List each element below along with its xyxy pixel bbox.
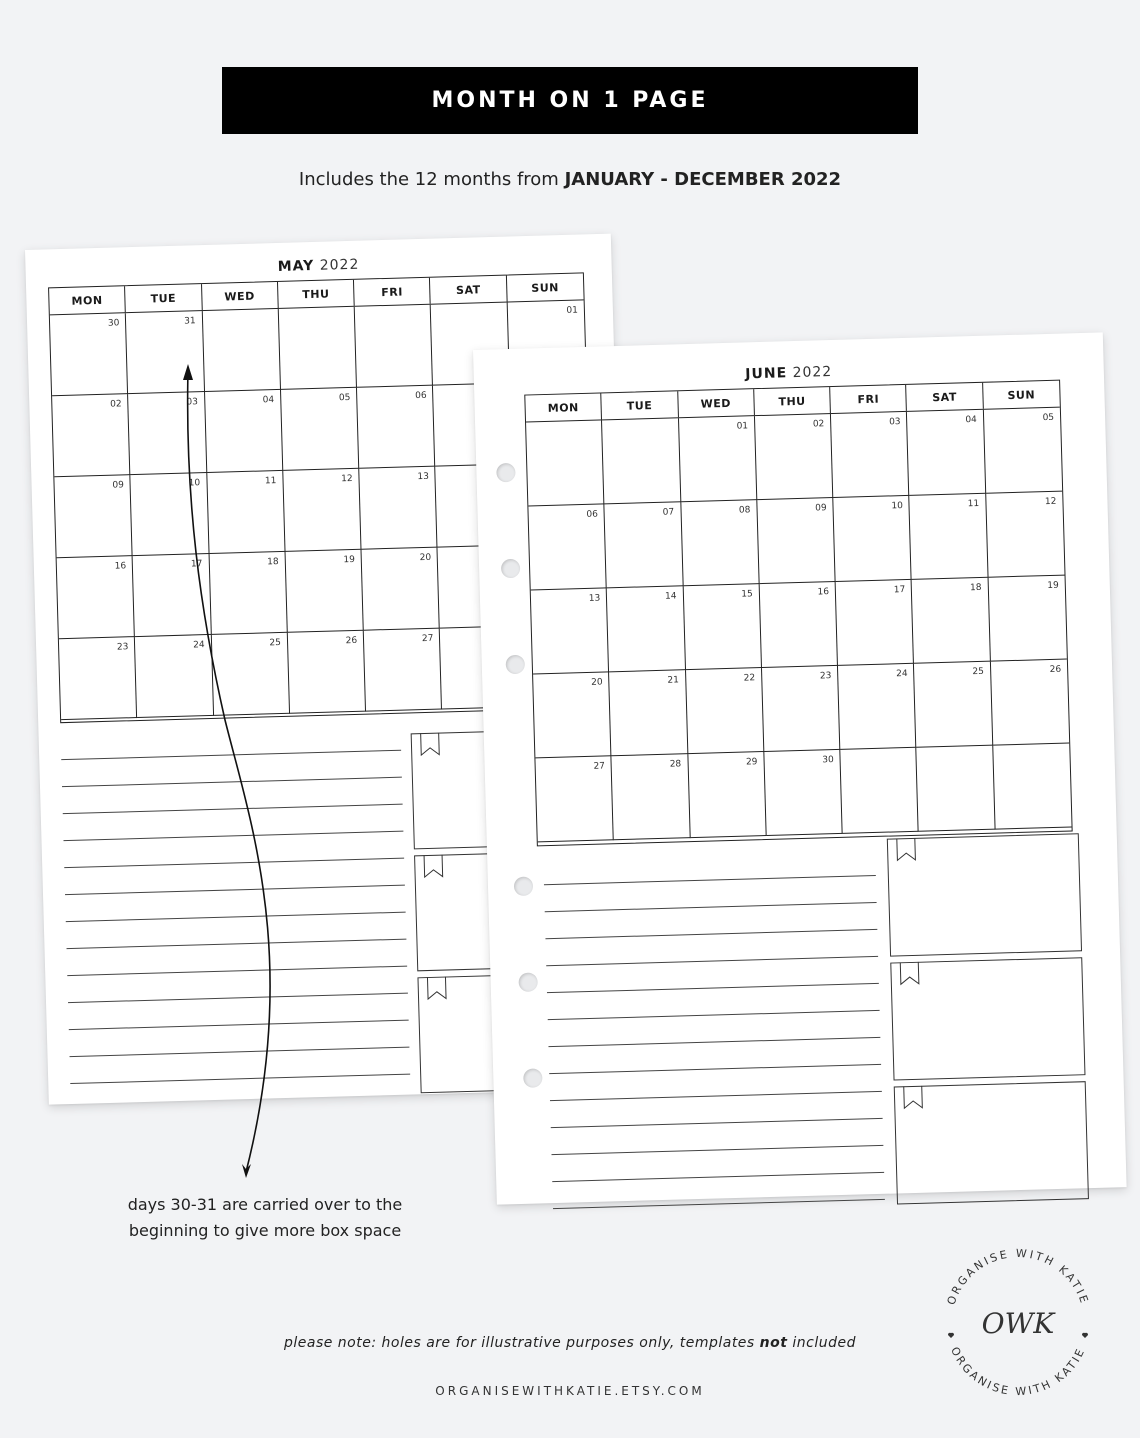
day-number: 04: [965, 414, 977, 426]
day-cell: [986, 492, 1065, 578]
day-cell: [207, 471, 286, 554]
may-notes-lines: [61, 724, 411, 1084]
day-cell: [755, 414, 834, 500]
june-note-box-1: [887, 833, 1082, 956]
day-cell: [762, 666, 841, 752]
day-number: 04: [262, 395, 275, 406]
heart-icon: [948, 1333, 954, 1338]
bookmark-icon: [426, 977, 447, 1002]
may-year: 2022: [319, 256, 360, 274]
day-number: 17: [893, 585, 906, 596]
bookmark-icon: [903, 1086, 924, 1111]
day-cell: [683, 584, 762, 670]
day-number: 09: [815, 503, 827, 514]
day-number: 26: [1049, 664, 1062, 676]
day-cell: [362, 548, 441, 631]
day-number: 29: [745, 757, 758, 768]
day-cell: [281, 388, 360, 471]
day-cell: [836, 580, 915, 666]
day-cell: [831, 412, 910, 498]
note-before: please note: holes are for illustrative purposes only, templates: [283, 1335, 760, 1351]
day-cell: [279, 307, 358, 390]
day-cell: [988, 576, 1067, 662]
day-cell: [359, 467, 438, 550]
day-number: 02: [812, 419, 825, 430]
day-number: 27: [421, 633, 434, 645]
day-number: 23: [116, 642, 129, 653]
day-number: 24: [193, 640, 205, 651]
note-after: included: [787, 1335, 857, 1351]
day-cell: [531, 588, 610, 674]
day-number: 13: [588, 593, 601, 604]
weekday-header-fri: FRI: [354, 278, 431, 306]
subtitle: [0, 169, 1140, 190]
svg-text:ORGANISE WITH KATIE: [948, 1345, 1088, 1398]
day-cell: [131, 473, 210, 556]
binder-hole: [514, 877, 534, 897]
day-number: 03: [889, 417, 901, 428]
june-note-box-2: [890, 957, 1085, 1080]
day-cell: [288, 631, 367, 714]
weekday-header-thu: THU: [278, 280, 355, 308]
day-number: 18: [267, 557, 279, 568]
may-month-name: MAY: [277, 257, 315, 275]
day-number: 11: [967, 498, 980, 510]
day-number: 15: [741, 589, 753, 600]
logo-ring-bottom: ORGANISE WITH KATIE: [948, 1344, 1088, 1399]
day-cell: [681, 500, 760, 586]
day-cell: [528, 504, 607, 590]
day-number: 21: [667, 675, 680, 686]
day-cell: [910, 494, 989, 580]
day-number: 02: [110, 399, 122, 410]
bookmark-icon: [423, 855, 444, 880]
bookmark-icon: [899, 962, 920, 987]
title-banner: [222, 67, 918, 134]
logo-ring-top: ORGANISE WITH KATIE: [944, 1246, 1092, 1307]
june-year: 2022: [792, 363, 833, 382]
day-number: 05: [338, 392, 351, 404]
binder-hole: [523, 1068, 543, 1088]
day-cell: [535, 756, 614, 842]
day-number: 13: [417, 471, 430, 483]
day-cell: [914, 662, 993, 748]
day-number: 01: [736, 421, 749, 432]
day-number: 12: [1044, 496, 1057, 508]
june-notes-lines: [543, 849, 885, 1209]
day-cell: [688, 752, 767, 838]
day-cell: [679, 416, 758, 502]
caption-line-2: beginning to give more box space: [128, 1221, 402, 1240]
day-cell: [59, 637, 138, 720]
day-number: 11: [264, 476, 277, 487]
binder-hole: [506, 655, 526, 675]
june-month-name: JUNE: [745, 365, 788, 383]
day-cell: [52, 394, 131, 477]
day-number: 20: [591, 677, 603, 688]
day-cell: [912, 578, 991, 664]
day-cell: [757, 498, 836, 584]
weekday-header-tue: TUE: [602, 391, 679, 419]
day-cell: [984, 408, 1063, 494]
day-cell: [840, 748, 919, 834]
day-cell: [133, 554, 212, 637]
june-planner-page: [473, 332, 1127, 1204]
day-cell: [993, 744, 1072, 830]
weekday-header-sat: SAT: [430, 276, 507, 304]
day-number: 01: [566, 305, 579, 316]
day-cell: [838, 664, 917, 750]
day-cell: [759, 582, 838, 668]
note-bold: not: [759, 1335, 788, 1351]
day-cell: [357, 386, 436, 469]
day-number: 10: [891, 501, 904, 512]
day-cell: [612, 754, 691, 840]
day-number: 05: [1042, 412, 1055, 424]
day-cell: [907, 410, 986, 496]
weekday-header-tue: TUE: [125, 284, 202, 312]
binder-hole: [518, 972, 538, 992]
day-number: 31: [184, 316, 196, 327]
day-cell: [364, 629, 443, 712]
day-cell: [355, 305, 434, 388]
day-cell: [283, 469, 362, 552]
day-cell: [54, 475, 133, 558]
day-number: 20: [419, 552, 432, 564]
day-number: 06: [586, 509, 599, 520]
june-note-box-3: [894, 1081, 1089, 1204]
day-cell: [607, 586, 686, 672]
day-number: 26: [345, 635, 358, 647]
day-number: 03: [186, 397, 199, 408]
weekday-header-fri: FRI: [830, 385, 907, 413]
day-number: 27: [593, 761, 606, 772]
day-cell: [609, 670, 688, 756]
day-number: 10: [188, 478, 201, 489]
day-cell: [202, 309, 281, 392]
weekday-header-wed: WED: [202, 282, 279, 310]
day-cell: [833, 496, 912, 582]
weekday-header-sat: SAT: [907, 383, 984, 411]
day-number: 07: [662, 507, 675, 518]
june-calendar-grid: [524, 380, 1072, 847]
day-cell: [764, 750, 843, 836]
day-number: 18: [969, 582, 982, 594]
day-number: 24: [896, 668, 908, 680]
day-number: 25: [269, 638, 282, 649]
day-number: 25: [972, 666, 985, 678]
weekday-header-mon: MON: [525, 393, 602, 421]
weekday-header-thu: THU: [754, 387, 831, 415]
binder-hole: [501, 559, 521, 579]
day-number: 09: [112, 480, 125, 491]
day-cell: [917, 746, 996, 832]
svg-text:ORGANISE WITH KATIE: [945, 1247, 1092, 1307]
day-cell: [211, 633, 290, 716]
day-cell: [126, 311, 205, 394]
caption-line-1: days 30-31 are carried over to the: [127, 1195, 403, 1214]
day-number: 06: [415, 390, 427, 402]
day-cell: [605, 502, 684, 588]
day-number: 16: [817, 587, 830, 598]
day-cell: [602, 418, 681, 504]
day-cell: [135, 635, 214, 718]
day-number: 17: [190, 559, 203, 570]
weekday-header-sun: SUN: [531, 280, 560, 295]
day-cell: [285, 550, 364, 633]
day-cell: [526, 420, 605, 506]
day-number: 19: [1047, 580, 1059, 592]
day-cell: [533, 672, 612, 758]
day-number: 30: [107, 318, 120, 329]
day-number: 30: [822, 755, 834, 766]
day-number: 23: [819, 671, 832, 682]
subtitle-range: JANUARY - DECEMBER 2022: [564, 169, 842, 190]
day-number: 14: [664, 591, 677, 602]
day-cell: [205, 390, 284, 473]
june-days: [526, 408, 1072, 843]
arrow-caption: [110, 1192, 420, 1244]
binder-hole: [496, 463, 516, 483]
subtitle-prefix: Includes the 12 months from: [298, 169, 565, 190]
weekday-header-mon: MON: [49, 286, 126, 314]
day-number: 28: [669, 759, 682, 770]
day-number: 16: [114, 561, 127, 572]
day-cell: [128, 392, 207, 475]
day-cell: [686, 668, 765, 754]
day-number: 19: [343, 554, 356, 566]
logo-monogram: OWK: [981, 1307, 1055, 1340]
day-number: 12: [341, 473, 353, 485]
bookmark-icon: [420, 733, 441, 758]
day-number: 22: [743, 673, 756, 684]
day-cell: [50, 313, 129, 396]
shop-url: ORGANISEWITHKATIE.ETSY.COM: [435, 1384, 705, 1398]
weekday-header-sun: SUN: [1007, 387, 1036, 402]
day-cell: [57, 556, 136, 639]
heart-icon: [1082, 1333, 1088, 1338]
bookmark-icon: [896, 838, 917, 863]
day-cell: [991, 660, 1070, 746]
brand-logo: [930, 1235, 1106, 1411]
banner-title: MONTH ON 1 PAGE: [431, 88, 709, 113]
day-cell: [209, 552, 288, 635]
weekday-header-wed: WED: [678, 389, 755, 417]
day-number: 08: [738, 505, 751, 516]
